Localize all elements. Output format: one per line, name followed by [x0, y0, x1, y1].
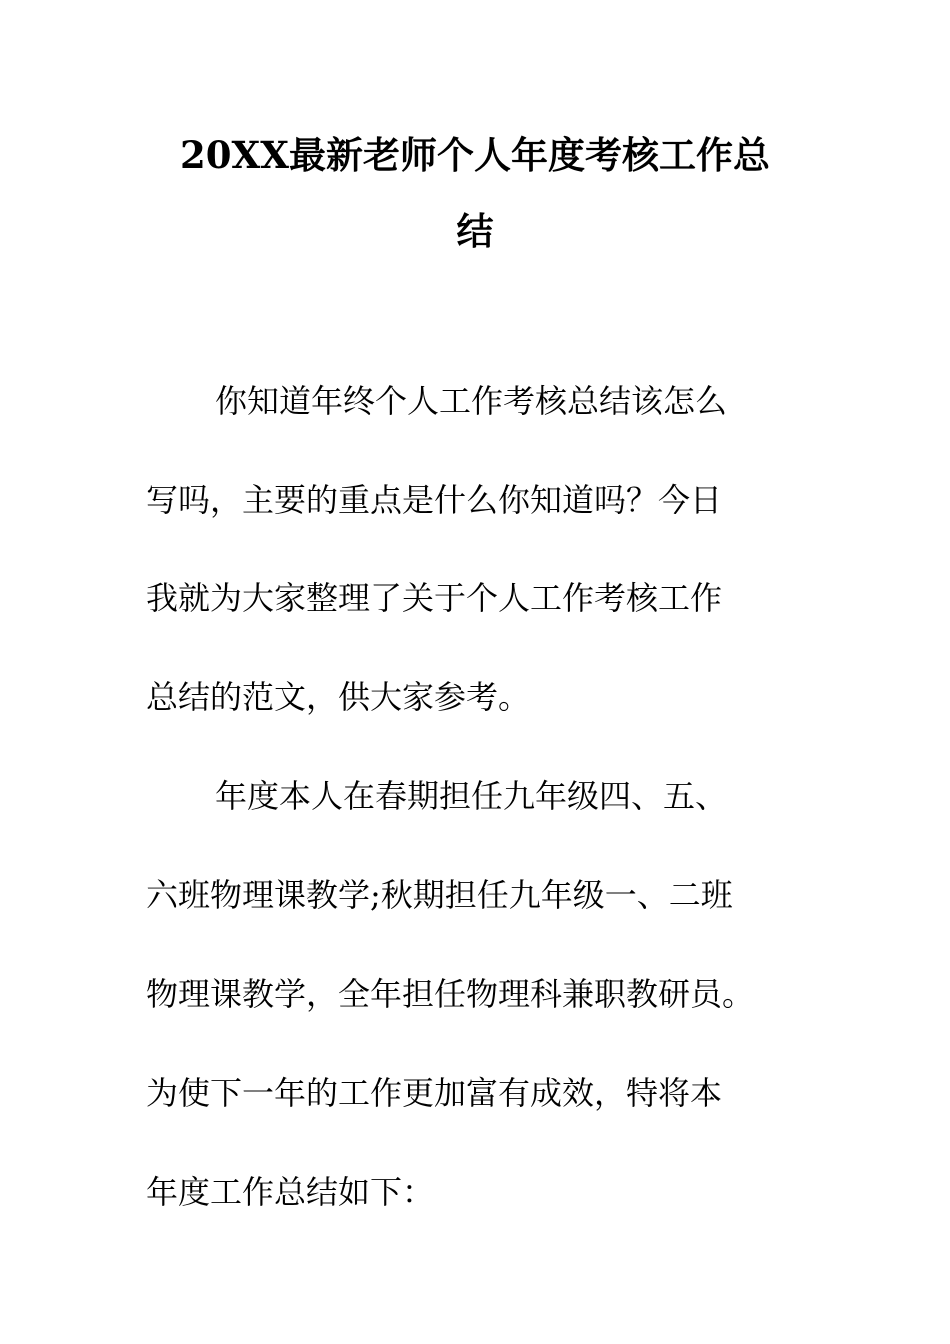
paragraph-2-line-1: 年度本人在春期担任九年级四、五、	[215, 777, 728, 815]
paragraph-1-line-3: 我就为大家整理了关于个人工作考核工作	[146, 579, 723, 617]
paragraph-1-line-2: 写吗，主要的重点是什么你知道吗？今日	[146, 481, 723, 519]
paragraph-1-line-1: 你知道年终个人工作考核总结该怎么	[215, 382, 728, 420]
paragraph-1-line-4: 总结的范文，供大家参考。	[146, 678, 531, 716]
paragraph-2-line-2: 六班物理课教学;秋期担任九年级一、二班	[146, 876, 733, 914]
paragraph-2-line-4: 为使下一年的工作更加富有成效，特将本	[146, 1074, 723, 1112]
paragraph-2-line-5: 年度工作总结如下：	[146, 1173, 435, 1211]
paragraph-2-line-3: 物理课教学，全年担任物理科兼职教研员。	[146, 975, 755, 1013]
document-title-line-2: 结	[456, 209, 494, 253]
document-title-line-1: 20XX最新老师个人年度考核工作总	[180, 133, 770, 177]
